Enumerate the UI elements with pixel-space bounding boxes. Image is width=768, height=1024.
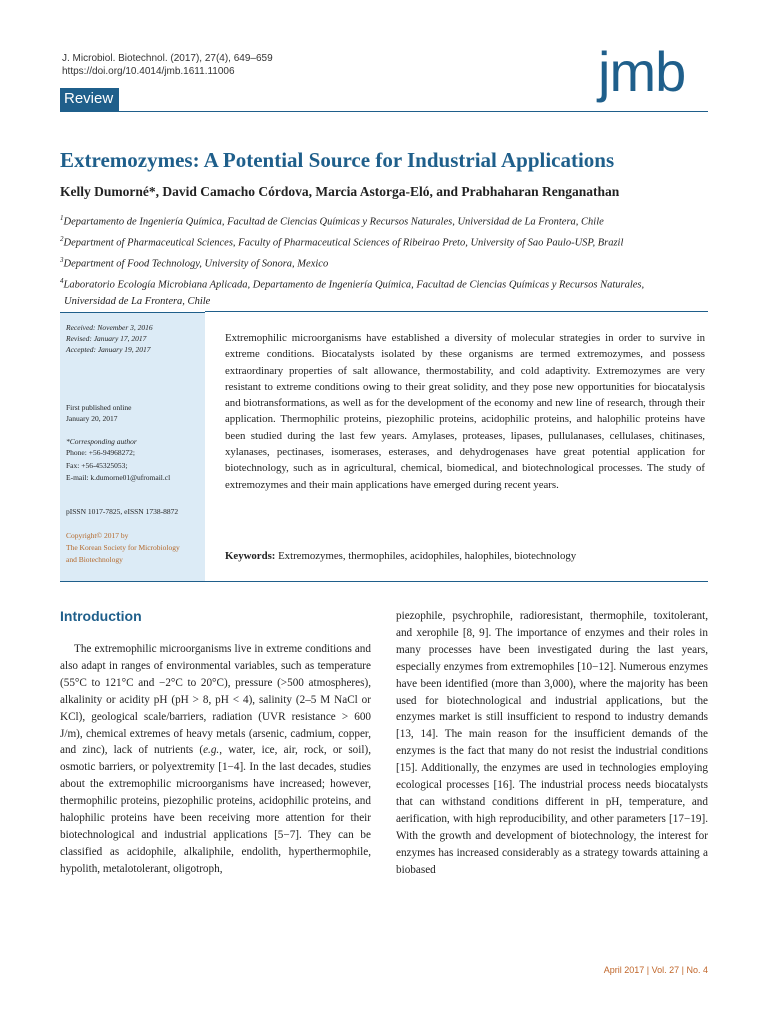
- issn: pISSN 1017-7825, eISSN 1738-8872: [66, 507, 179, 516]
- affiliation-3: $^3$Department of Food Technology, University of Sonora, Mexico: [60, 256, 329, 270]
- first-published-label: First published online: [66, 403, 132, 412]
- article-title: Extremozymes: A Potential Source for Industrial Applications: [60, 148, 615, 172]
- affiliation-1: $^1$Departamento de Ingeniería Química, Facultad de Ciencias Químicas y Recursos Naturales, Universidad de La Frontera, Chile: [60, 214, 604, 228]
- keywords-list: Extremozymes, thermophiles, acidophiles, halophiles, biotechnology: [275, 550, 577, 562]
- keywords: [225, 548, 705, 564]
- body-column-left: The extremophilic microorganisms live in extreme conditions and also adapt in ranges of environmental variables, such as temperature (55°C to 121°C and −2°C to 20°C), pressure (>500 atmospheres), alkalinity or acidity pH (pH > 8, pH < 4), salinity (2–5 M NaCl or KCl), geological scale/barriers, radiation (UVR resistance > 600 J/m), chemical extremes of heavy metals (arsenic, cadmium, copper, and zinc), lack of nutrients (e.g., water, ice, air, rock, or soil), osmotic barriers, or polyextremity [1−4]. In the last decades, studies about the extremophilic microorganisms have increased; however, thermophilic proteins, piezophilic proteins, acidophilic proteins, and halophilic proteins have been receiving more attention for their biotechnological and industrial applications [5−7]. They can be classified as acidophile, alkaliphile, endolith, hyperthermophile, hypolith, metalotolerant, oligotroph,: [60, 643, 372, 875]
- citation-line: J. Microbiol. Biotechnol. (2017), 27(4), 649–659: [62, 53, 273, 64]
- body-column-right: piezophile, psychrophile, radioresistant, thermophile, toxitolerant, and xerophile [8, 9]. The importance of enzymes and their roles in many processes have been investigated during the last years, especially enzymes from extremophiles [10−12]. Numerous enzymes have been identified (more than 3,000), where the majority has been used for biotechnological and industrial applications, but the enzymes market is still insufficient to respond to industry demands [13, 14]. The main reason for the insufficient demands of the enzymes is the fact that many do not resist the industrial conditions [15]. Additionally, the enzymes are used in technologies employing ecological processes [16]. The industrial process needs biocatalysts that can withstand conditions different in pH, temperature, and aerification, with high reproducibility, and other parameters [17−19]. With the growth and development of biotechnology, the interest for enzymes has increased considerably as a strategy towards attaining a biobased: [396, 610, 708, 876]
- header-divider: [60, 111, 708, 112]
- author-list: Kelly Dumorné*, David Camacho Córdova, Marcia Astorga-Eló, and Prabhaharan Renganathan: [60, 184, 620, 199]
- phone-number: Phone: +56-94968272;: [66, 448, 136, 457]
- copyright-line: Copyright© 2017 by: [66, 531, 129, 540]
- page-footer: April 2017 | Vol. 27 | No. 4: [603, 965, 708, 975]
- affiliation-2: $^2$Department of Pharmaceutical Sciences, Faculty of Pharmaceutical Sciences of Ribeirao Preto, University of Sao Paulo-USP, Brazil: [60, 235, 624, 249]
- journal-citation: [62, 52, 273, 78]
- journal-logo: jmb: [598, 40, 686, 103]
- copyright-society: The Korean Society for Microbiology: [66, 543, 180, 552]
- doi-link[interactable]: https://doi.org/10.4014/jmb.1611.11006: [62, 66, 235, 77]
- accepted-date: Accepted: January 19, 2017: [66, 345, 151, 354]
- affiliation-4-continued: Universidad de La Frontera, Chile: [64, 296, 211, 308]
- affiliation-4: $^4$Laboratorio Ecología Microbiana Aplicada, Departamento de Ingeniería Química, Facultad de Ciencias Químicas y Recursos Naturales,: [60, 277, 645, 291]
- abstract-bottom-rule: [205, 581, 708, 582]
- copyright-society-cont: and Biotechnology: [66, 555, 123, 564]
- received-date: Received: November 3, 2016: [66, 323, 153, 332]
- fax-number: Fax: +56-45325053;: [66, 461, 128, 470]
- article-type-badge: Review: [60, 88, 119, 111]
- section-heading-introduction: Introduction: [60, 608, 142, 624]
- keywords-label: Keywords:: [225, 550, 276, 562]
- revised-date: Revised: January 17, 2017: [66, 334, 147, 343]
- abstract-text: Extremophilic microorganisms have established a diversity of molecular strategies in order to survive in extreme conditions. Biocatalysts isolated by these organisms are termed extremozymes, and possess extraordinary properties of salt allowance, thermostability, and cold adaptivity. Extremozymes are very resistant to extreme conditions owing to their great solidity, and they pose new opportunities for biocatalysis and biotransformations, as well as for the development of the economy and new line of research, through their application. Thermophilic proteins, piezophilic proteins, acidophilic proteins, and halophilic proteins have been studied during the last few years. Amylases, proteases, lipases, pullulanases, cellulases, chitinases, xylanases, pectinases, isomerases, esterases, and dehydrogenases have great potential application for biotechnology, such as in agricultural, chemical, biomedical, and biotechnological processes. The study of extremozymes and their main applications have emerged during recent years.: [225, 332, 705, 491]
- email-link[interactable]: E-mail: k.dumorne01@ufromail.cl: [66, 473, 171, 482]
- first-published-date: January 20, 2017: [66, 414, 118, 423]
- corresponding-author-label: *Corresponding author: [66, 437, 137, 446]
- affiliations: [60, 210, 712, 311]
- abstract-top-rule: [205, 311, 708, 312]
